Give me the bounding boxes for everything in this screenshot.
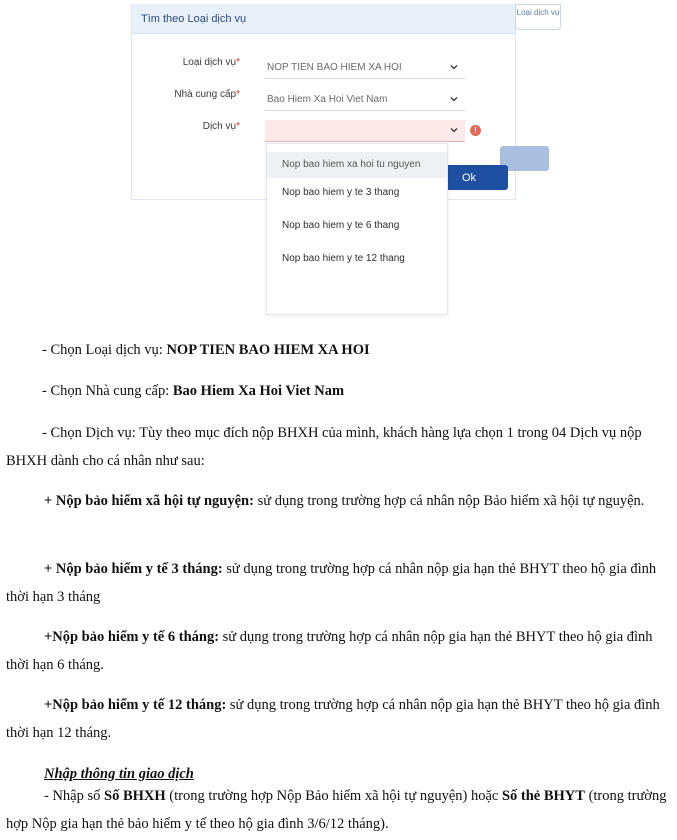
doc-paragraph-3-months (6, 555, 670, 611)
doc-paragraph-voluntary (6, 487, 670, 515)
service-type-label: Loại dịch vụ* (182, 57, 240, 68)
doc-bold-text: NOP TIEN BAO HIEM XA HOI (166, 342, 370, 358)
section-heading: Nhập thông tin giao dịch (44, 766, 194, 782)
provider-select[interactable] (265, 89, 465, 111)
doc-paragraph-input (6, 782, 670, 838)
doc-bold-text: + Nộp bảo hiểm xã hội tự nguyện: (44, 493, 254, 509)
doc-text: sử dụng trong trường hợp cá nhân nộp gia hạn thẻ BHYT theo hộ gia đình thời hạn 6 tháng. (6, 629, 653, 673)
service-type-value: NOP TIEN BAO HIEM XA HOI (267, 62, 402, 73)
doc-text: - Chọn Nhà cung cấp: (42, 383, 173, 399)
dropdown-option[interactable]: Nop bao hiem y te 12 thang (282, 253, 405, 264)
doc-text: (trong trường hợp Nộp Bảo hiểm xã hội tự nguyện) hoặc (165, 788, 502, 804)
doc-paragraph-service (6, 419, 670, 475)
doc-text: - Chọn Dịch vụ: Tùy theo mục đích nộp BHXH của mình, khách hàng lựa chọn 1 trong 04 Dịch vụ nộp BHXH dành cho cá nhân như sau: (6, 425, 642, 469)
doc-bold-text: Số thẻ BHYT (501, 788, 585, 804)
service-dropdown (266, 143, 448, 315)
doc-text: - Chọn Loại dịch vụ: (42, 342, 167, 358)
doc-line-provider (6, 377, 670, 405)
service-label: Dịch vụ* (202, 121, 240, 132)
dropdown-option[interactable]: Nop bao hiem y te 3 thang (282, 187, 400, 198)
dropdown-option[interactable]: Nop bao hiem xa hoi tu nguyen (267, 152, 447, 178)
doc-text: sử dụng trong trường hợp cá nhân nộp gia hạn thẻ BHYT theo hộ gia đình thời hạn 3 tháng (6, 561, 657, 605)
provider-label: Nhà cung cấp* (174, 89, 240, 100)
side-tab-service-type[interactable]: Loại dịch vụ (515, 4, 561, 30)
doc-text: - Nhập số (44, 788, 105, 804)
service-select[interactable] (265, 120, 465, 142)
doc-bold-text: Số BHXH (104, 788, 166, 804)
provider-value: Bao Hiem Xa Hoi Viet Nam (267, 94, 388, 105)
doc-paragraph-6-months (6, 623, 670, 679)
dropdown-option[interactable]: Nop bao hiem y te 6 thang (282, 220, 400, 231)
chevron-down-icon (449, 94, 459, 104)
ok-button[interactable]: Ok (430, 165, 508, 190)
error-icon: ! (470, 125, 481, 136)
chevron-down-icon (449, 62, 459, 72)
doc-paragraph-12-months (6, 691, 670, 747)
form-header-title: Tìm theo Loại dịch vụ (132, 4, 515, 34)
chevron-down-icon (449, 125, 459, 135)
service-type-select[interactable] (265, 57, 465, 79)
doc-text: (trong trường hợp Nộp gia hạn thẻ bảo hiểm y tế theo hộ gia đình 3/6/12 tháng). (6, 788, 667, 832)
doc-bold-text: + Nộp bảo hiểm y tế 3 tháng: (44, 561, 223, 577)
doc-text: sử dụng trong trường hợp cá nhân nộp gia hạn thẻ BHYT theo hộ gia đình thời hạn 12 tháng. (6, 697, 660, 741)
doc-line-service-type (6, 336, 670, 364)
doc-text: sử dụng trong trường hợp cá nhân nộp Bảo hiểm xã hội tự nguyện. (253, 493, 645, 509)
doc-bold-text: +Nộp bảo hiểm y tế 12 tháng: (44, 697, 227, 713)
doc-bold-text: +Nộp bảo hiểm y tế 6 tháng: (44, 629, 220, 645)
doc-bold-text: Bao Hiem Xa Hoi Viet Nam (172, 383, 345, 399)
